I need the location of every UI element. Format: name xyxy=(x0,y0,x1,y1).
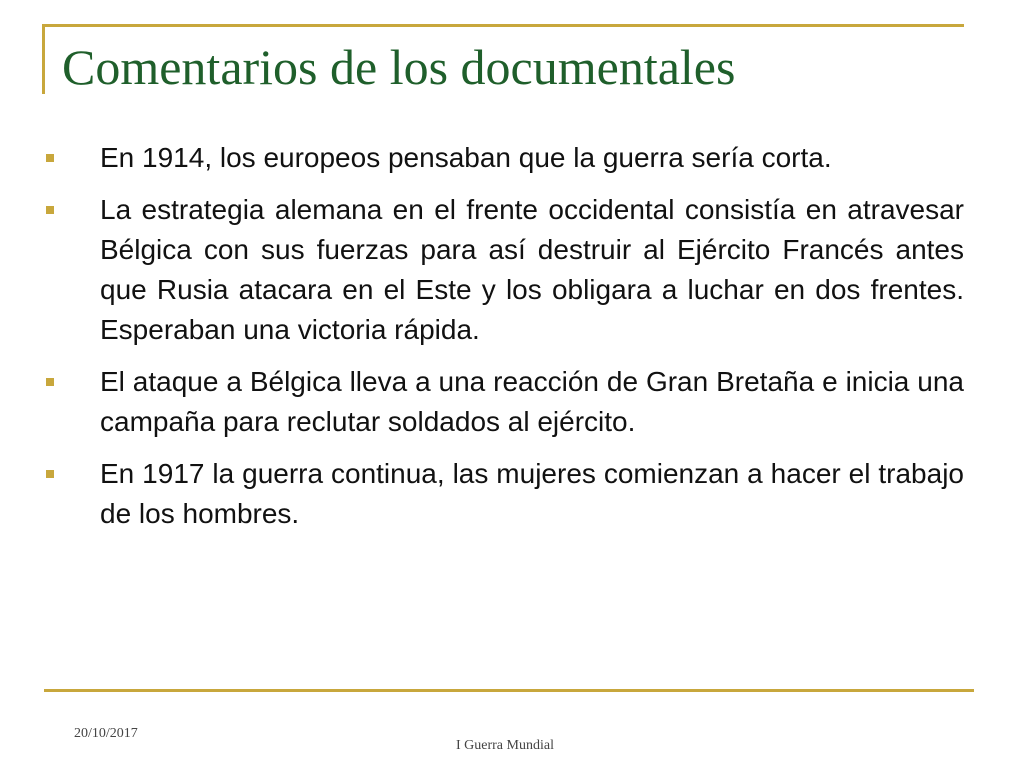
frame-top-rule xyxy=(42,24,964,27)
bullet-text: En 1914, los europeos pensaban que la guerra sería corta. xyxy=(100,142,832,173)
frame-bottom-rule xyxy=(44,689,974,692)
bullet-text: La estrategia alemana en el frente occidental consistía en atravesar Bélgica con sus fuerzas para así destruir al Ejército Francés antes que Rusia atacara en el Este y los obligara a luchar en dos frentes. Esperaban una victoria rápida. xyxy=(100,194,964,345)
bullet-item xyxy=(44,190,964,350)
slide-title: Comentarios de los documentales xyxy=(62,39,736,95)
bullet-item xyxy=(44,138,964,178)
bullet-text: El ataque a Bélgica lleva a una reacción de Gran Bretaña e inicia una campaña para reclutar soldados al ejército. xyxy=(100,366,964,437)
square-bullet-icon xyxy=(46,206,54,214)
footer-title: I Guerra Mundial xyxy=(456,738,554,753)
bullet-text: En 1917 la guerra continua, las mujeres comienzan a hacer el trabajo de los hombres. xyxy=(100,458,964,529)
frame-left-rule xyxy=(42,24,45,94)
bullet-item xyxy=(44,362,964,442)
bullet-item xyxy=(44,454,964,534)
square-bullet-icon xyxy=(46,378,54,386)
square-bullet-icon xyxy=(46,470,54,478)
bullet-list xyxy=(44,138,964,546)
footer-date: 20/10/2017 xyxy=(74,726,138,741)
square-bullet-icon xyxy=(46,154,54,162)
